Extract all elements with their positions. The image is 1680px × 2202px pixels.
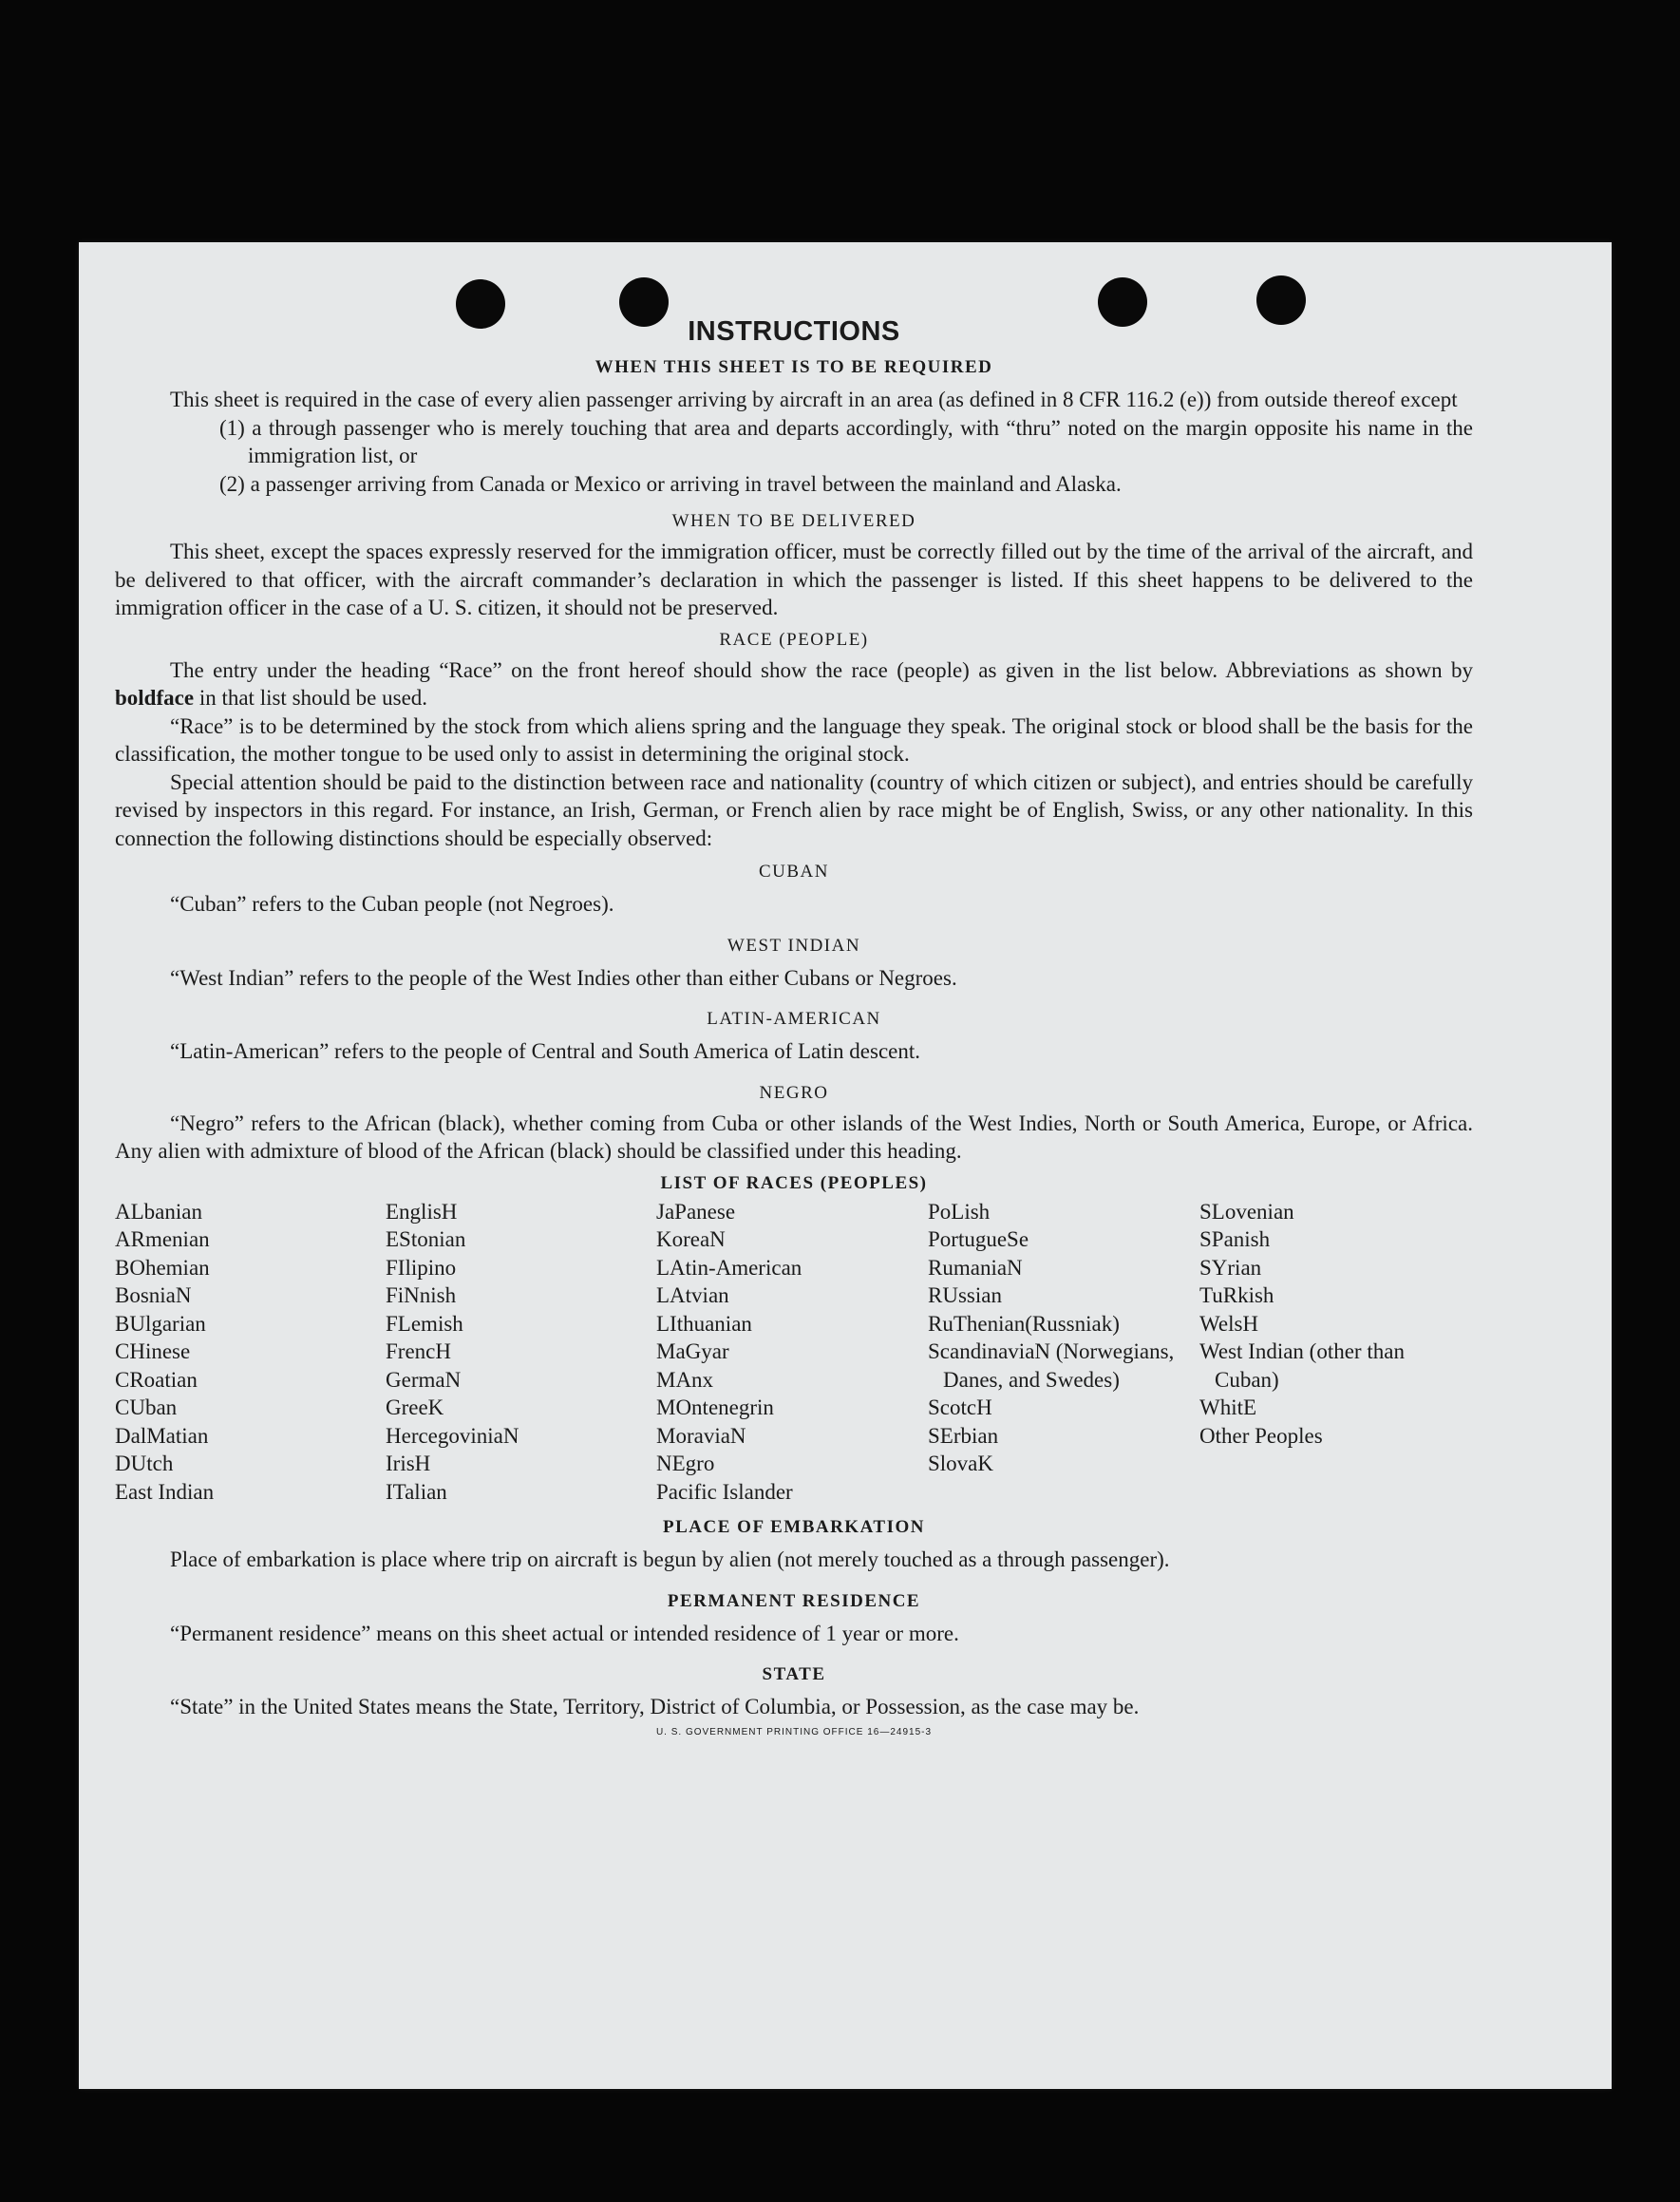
- race-item: ScotcH: [928, 1395, 992, 1419]
- race-item: PoLish: [928, 1199, 991, 1224]
- race-item: SLovenian: [1199, 1199, 1294, 1224]
- race-item: TuRkish: [1199, 1283, 1274, 1307]
- race-item: WhitE: [1199, 1395, 1257, 1419]
- race-item: CHinese: [115, 1339, 191, 1363]
- race-item: SYrian: [1199, 1255, 1262, 1280]
- race-item: JaPanese: [656, 1199, 736, 1224]
- race-item: LIthuanian: [656, 1311, 752, 1336]
- negro-text: “Negro” refers to the African (black), whether coming from Cuba or other islands of the West Indies, North or South America, Europe, or Africa. Any alien with admixture of blood of the African (black) should be classified under this heading.: [115, 1110, 1473, 1163]
- embarkation-heading: PLACE OF EMBARKATION: [663, 1517, 925, 1537]
- cuban-heading: CUBAN: [758, 862, 829, 882]
- latin-american-heading: LATIN-AMERICAN: [707, 1009, 881, 1029]
- race-column: [928, 1198, 1199, 1507]
- race-item: NEgro: [656, 1452, 715, 1475]
- race-item: FiNnish: [386, 1283, 457, 1307]
- race-item: ALbanian: [115, 1199, 202, 1224]
- race-item: GreeK: [386, 1395, 444, 1419]
- cuban-text: “Cuban” refers to the Cuban people (not Negroes).: [170, 892, 614, 916]
- race-item: FIlipino: [386, 1255, 457, 1280]
- residence-text: “Permanent residence” means on this sheet actual or intended residence of 1 year or more.: [170, 1621, 959, 1645]
- race-item: BosniaN: [115, 1283, 192, 1307]
- race-item: Other Peoples: [1199, 1423, 1323, 1448]
- race-item: West Indian (other than Cuban): [1199, 1339, 1405, 1392]
- race-item: CRoatian: [115, 1367, 198, 1392]
- race-column: [1199, 1198, 1473, 1507]
- race-item: CUban: [115, 1395, 178, 1419]
- race-paragraph-2: “Race” is to be determined by the stock from which aliens spring and the language they speak. The original stock or blood shall be the basis for the classification, the mother tongue to be used only to assist in determining the original stock.: [115, 713, 1473, 766]
- race-item: BUlgarian: [115, 1311, 206, 1336]
- race-item: FLemish: [386, 1311, 463, 1336]
- race-item: RuThenian(Russniak): [928, 1311, 1120, 1336]
- race-item: HercegoviniaN: [386, 1423, 519, 1448]
- race-column: [656, 1198, 928, 1507]
- race-item: MoraviaN: [656, 1423, 746, 1448]
- race-item: SErbian: [928, 1423, 999, 1448]
- page-title: INSTRUCTIONS: [688, 316, 900, 347]
- race-list: [115, 1198, 1473, 1507]
- race-paragraph-3: Special attention should be paid to the distinction between race and nationality (country of which citizen or subject), and entries should be carefully revised by inspectors in this regard. For instance, an Irish, German, or French alien by race might be of English, Swiss, or any other nationality. In this connection the following distinctions should be especially observed:: [115, 769, 1473, 850]
- race-item: DUtch: [115, 1452, 174, 1475]
- race-item: FrencH: [386, 1339, 451, 1363]
- race-item: PortugueSe: [928, 1227, 1029, 1251]
- race-item: DalMatian: [115, 1423, 209, 1448]
- race-item: KoreaN: [656, 1227, 726, 1251]
- race-heading: RACE (PEOPLE): [719, 629, 869, 650]
- negro-heading: NEGRO: [759, 1082, 829, 1103]
- required-item-2: (2) a passenger arriving from Canada or Mexico or arriving in travel between the mainland and Alaska.: [219, 471, 1122, 496]
- race-item: Pacific Islander: [656, 1479, 793, 1504]
- race-list-heading: LIST OF RACES (PEOPLES): [660, 1172, 928, 1193]
- race-item: WelsH: [1199, 1311, 1259, 1336]
- race-item: IrisH: [386, 1452, 431, 1475]
- race-column: [115, 1198, 386, 1507]
- state-heading: STATE: [762, 1664, 826, 1684]
- race-item: EStonian: [386, 1227, 466, 1251]
- race-item: MOntenegrin: [656, 1395, 774, 1419]
- delivered-heading: WHEN TO BE DELIVERED: [671, 511, 916, 531]
- required-item-1: (1) a through passenger who is merely touching that area and departs accordingly, with “thru” noted on the margin opposite his name in the immigration list, or: [219, 415, 1473, 467]
- race-item: SPanish: [1199, 1227, 1271, 1251]
- race-item: EnglisH: [386, 1199, 458, 1224]
- race-item: LAtvian: [656, 1283, 729, 1307]
- delivered-text: This sheet, except the spaces expressly reserved for the immigration officer, must be correctly filled out by the time of the arrival of the aircraft, and be delivered to that officer, with the aircraft commander’s declaration in which the passenger is listed. If this sheet happens to be delivered to the immigration officer in the case of a U. S. citizen, it should not be preserved.: [115, 540, 1473, 619]
- race-item: SlovaK: [928, 1452, 993, 1475]
- race-item: RUssian: [928, 1283, 1002, 1307]
- race-item: MaGyar: [656, 1339, 729, 1363]
- printer-imprint: U. S. GOVERNMENT PRINTING OFFICE 16—24915-3: [655, 1726, 933, 1737]
- race-item: GermaN: [386, 1367, 462, 1392]
- residence-heading: PERMANENT RESIDENCE: [667, 1590, 921, 1611]
- west-indian-text: “West Indian” refers to the people of the West Indies other than either Cubans or Negroes.: [170, 965, 957, 990]
- race-item: East Indian: [115, 1479, 215, 1504]
- race-item: RumaniaN: [928, 1255, 1023, 1280]
- required-heading: WHEN THIS SHEET IS TO BE REQUIRED: [595, 357, 993, 377]
- embarkation-text: Place of embarkation is place where trip on aircraft is begun by alien (not merely touched as a through passenger).: [170, 1547, 1170, 1571]
- race-item: LAtin-American: [656, 1255, 802, 1280]
- race-item: MAnx: [656, 1367, 714, 1392]
- state-text: “State” in the United States means the State, Territory, District of Columbia, or Possession, as the case may be.: [170, 1695, 1140, 1718]
- race-column: [386, 1198, 656, 1507]
- race-item: ITalian: [386, 1479, 447, 1504]
- instruction-sheet: [79, 242, 1612, 2089]
- required-intro: This sheet is required in the case of every alien passenger arriving by aircraft in an area (as defined in 8 CFR 116.2 (e)) from outside thereof except: [170, 388, 1458, 411]
- race-item: ARmenian: [115, 1227, 210, 1251]
- race-item: ScandinaviaN (Norwegians, Danes, and Swedes): [928, 1339, 1175, 1392]
- latin-american-text: “Latin-American” refers to the people of Central and South America of Latin descent.: [170, 1039, 920, 1063]
- race-paragraph-1: The entry under the heading “Race” on the front hereof should show the race (people) as given in the list below. Abbreviations as shown by boldface in that list should be used.: [115, 657, 1473, 710]
- sheet-content: [115, 316, 1473, 1737]
- west-indian-heading: WEST INDIAN: [727, 935, 861, 956]
- race-item: BOhemian: [115, 1255, 210, 1280]
